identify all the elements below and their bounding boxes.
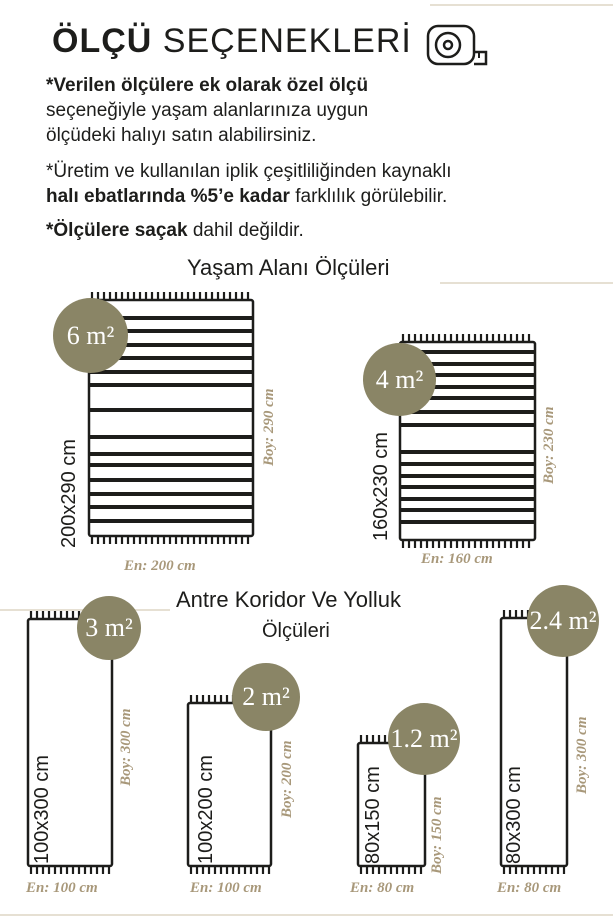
corridor-section-subtitle: Ölçüleri <box>262 620 330 642</box>
size-label-4: 100x200 cm <box>195 755 217 864</box>
size-label-1: 200x290 cm <box>58 439 80 548</box>
area-badge-4: 2 m² <box>232 663 300 731</box>
area-badge-2: 4 m² <box>363 343 436 416</box>
area-badge-3: 3 m² <box>77 596 141 660</box>
rug-fringe-bottom-1 <box>92 536 248 544</box>
note-3-rest: dahil değildir. <box>187 220 304 241</box>
length-label-5: Boy: 150 cm <box>429 796 445 874</box>
note-1-line-2: seçeneğiyle yaşam alanlarınıza uygun <box>46 100 369 121</box>
length-label-6: Boy: 300 cm <box>574 716 590 794</box>
note-2-line-1: *Üretim ve kullanılan iplik çeşitliliğinden kaynaklı <box>46 161 452 182</box>
note-3-bold: *Ölçülere saçak <box>46 220 188 241</box>
note-1-line-3: ölçüdeki halıyı satın alabilirsiniz. <box>46 125 317 146</box>
title-bold: ÖLÇÜ <box>52 22 153 60</box>
width-label-3: En: 100 cm <box>26 880 98 896</box>
length-label-1: Boy: 290 cm <box>261 388 277 466</box>
length-label-2: Boy: 230 cm <box>541 406 557 484</box>
title-light: SEÇENEKLERİ <box>162 22 412 60</box>
living-section-title: Yaşam Alanı Ölçüleri <box>187 255 390 280</box>
length-label-3: Boy: 300 cm <box>118 708 134 786</box>
area-badge-6: 2.4 m² <box>527 585 599 657</box>
width-label-1: En: 200 cm <box>124 558 196 574</box>
area-badge-5: 1.2 m² <box>388 703 460 775</box>
size-label-3: 100x300 cm <box>31 755 53 864</box>
note-1-bold: *Verilen ölçülere ek olarak özel ölçü <box>46 75 369 96</box>
note-2-rest: farklılık görülebilir. <box>289 186 448 207</box>
size-label-6: 80x300 cm <box>503 766 525 864</box>
rug-fringe-top-1 <box>92 292 248 300</box>
width-label-2: En: 160 cm <box>421 551 493 567</box>
size-label-5: 80x150 cm <box>362 766 384 864</box>
corridor-section-title: Antre Koridor Ve Yolluk <box>176 587 402 612</box>
note-2-bold: halı ebatlarında %5’e kadar <box>46 186 290 207</box>
size-label-2: 160x230 cm <box>370 432 392 541</box>
width-label-5: En: 80 cm <box>350 880 415 896</box>
width-label-4: En: 100 cm <box>190 880 262 896</box>
length-label-4: Boy: 200 cm <box>279 740 295 818</box>
area-badge-1: 6 m² <box>53 298 128 373</box>
width-label-6: En: 80 cm <box>497 880 562 896</box>
